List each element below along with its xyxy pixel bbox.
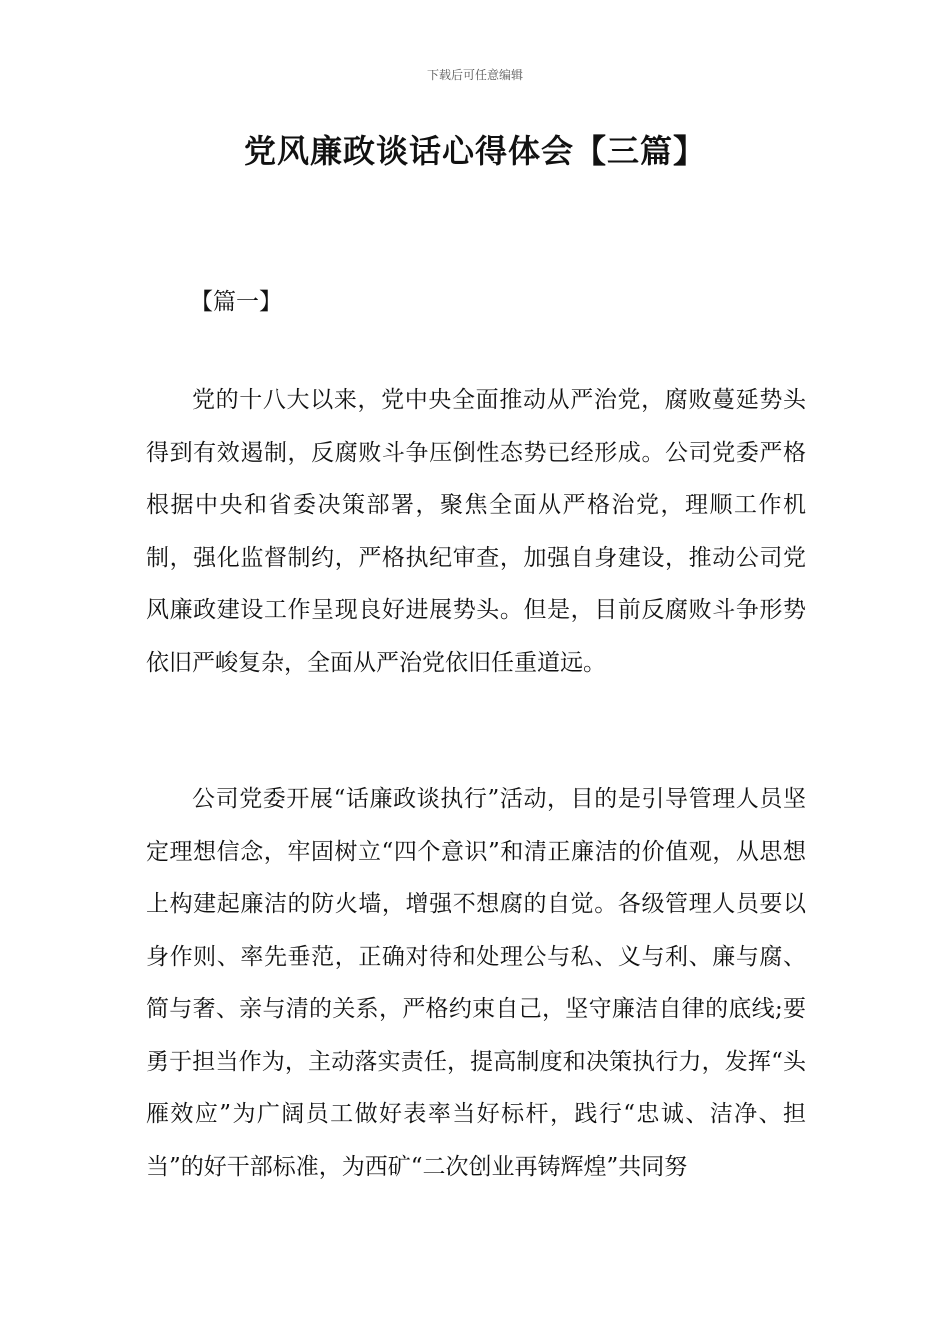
header-note: 下载后可任意编辑 xyxy=(426,68,523,82)
body-paragraph: 公司党委开展“话廉政谈执行”活动，目的是引导管理人员坚定理想信念，牢固树立“四个意识”和清正廉洁的价值观，从思想上构建起廉洁的防火墙，增强不想腐的自觉。各级管理人员要以身作则、率先垂范，正确对待和处理公与私、义与利、廉与腐、简与奢、亲与清的关系，严格约束自己，坚守廉洁自律的底线;要勇于担当作为，主动落实责任，提高制度和决策执行力，发挥“头雁效应”为广阔员工做好表率当好标杆，践行“忠诚、洁净、担当”的好干部标准，为西矿“二次创业再铸辉煌”共同努 xyxy=(146,786,806,1180)
body-paragraph: 党的十八大以来，党中央全面推动从严治党，腐败蔓延势头得到有效遏制，反腐败斗争压倒性态势已经形成。公司党委严格根据中央和省委决策部署，聚焦全面从严格治党，理顺工作机制，强化监督制约，严格执纪审查，加强自身建设，推动公司党风廉政建设工作呈现良好进展势头。但是，目前反腐败斗争形势依旧严峻复杂，全面从严治党依旧任重道远。 xyxy=(146,387,806,676)
document-title: 党风廉政谈话心得体会【三篇】 xyxy=(243,132,706,170)
section-heading: 【篇一】 xyxy=(190,289,282,315)
